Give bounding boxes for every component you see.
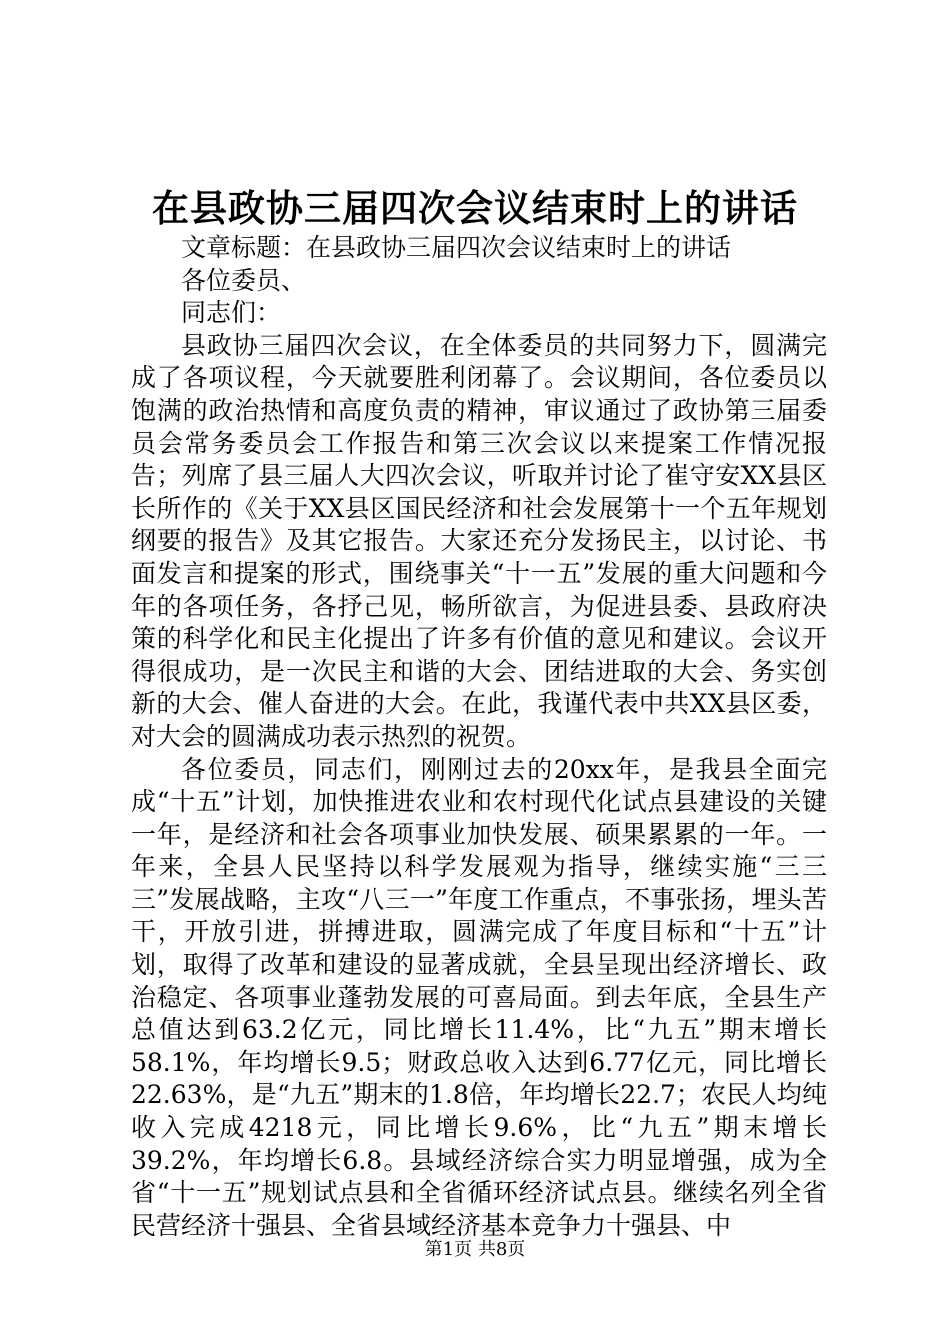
page-footer: 第1页 共8页	[424, 1239, 526, 1260]
document-title: 在县政协三届四次会议结束时上的讲话	[152, 186, 798, 230]
salutation-line-2: 同志们：	[181, 298, 282, 328]
body-paragraph-2: 各位委员，同志们，刚刚过去的20xx年，是我县全面完成“十五”计划，加快推进农业和农村现代化试点县建设的关键一年，是经济和社会各项事业加快发展、硕果累累的一年。一年来，全县人民坚持以科学发展观为指导，继续实施“三三三”发展战略，主攻“八三一”年度工作重点，不事张扬，埋头苦干，开放引进，拼搏进取，圆满完成了年度目标和“十五”计划，取得了改革和建设的显著成就，全县呈现出经济增长、政治稳定、各项事业蓬勃发展的可喜局面。到去年底，全县生产总值达到63.2亿元，同比增长11.4%，比“九五”期末增长58.1%，年均增长9.5；财政总收入达到6.77亿元，同比增长22.63%，是“九五”期末的1.8倍，年均增长22.7；农民人均纯收入完成4218元，同比增长9.6%，比“九五”期末增长39.2%，年均增长6.8。县域经济综合实力明显增强，成为全省“十一五”规划试点县和全省循环经济试点县。继续名列全省民营经济十强县、全省县域经济基本竞争力十强县、中	[131, 754, 827, 1240]
heading-line: 文章标题：在县政协三届四次会议结束时上的讲话	[181, 233, 732, 262]
salutation-line-1: 各位委员、	[181, 265, 307, 295]
document-body	[131, 232, 827, 1242]
body-paragraph-1: 县政协三届四次会议，在全体委员的共同努力下，圆满完成了各项议程，今天就要胜利闭幕了。会议期间，各位委员以饱满的政治热情和高度负责的精神，审议通过了政协第三届委员会常务委员会工作报告和第三次会议以来提案工作情况报告；列席了县三届人大四次会议，听取并讨论了崔守安XX县区长所作的《关于XX县区国民经济和社会发展第十一个五年规划纲要的报告》及其它报告。大家还充分发扬民主，以讨论、书面发言和提案的形式，围绕事关“十一五”发展的重大问题和今年的各项任务，各抒己见，畅所欲言，为促进县委、县政府决策的科学化和民主化提出了许多有价值的意见和建议。会议开得很成功，是一次民主和谐的大会、团结进取的大会、务实创新的大会、催人奋进的大会。在此，我谨代表中共XX县区委，对大会的圆满成功表示热烈的祝贺。	[131, 330, 827, 751]
